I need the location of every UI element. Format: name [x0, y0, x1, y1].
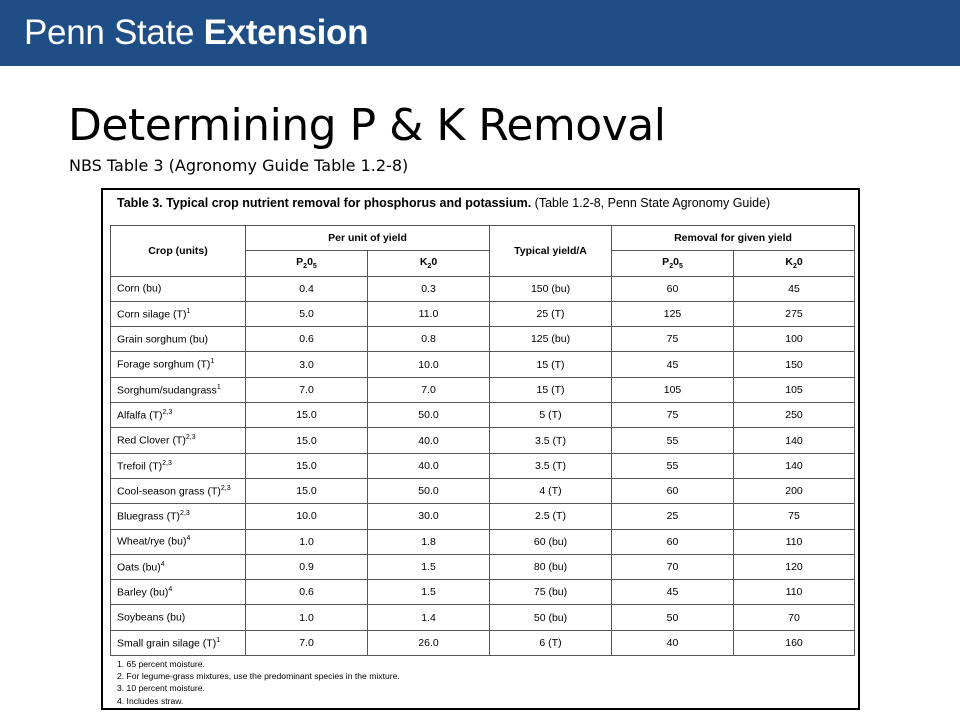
penn-state-extension-logo	[24, 13, 368, 53]
k2o-removal-cell: 275	[734, 301, 855, 326]
typical-yield-cell: 4 (T)	[490, 478, 612, 503]
crop-cell: Oats (bu)$^4$	[111, 554, 246, 579]
table-caption-bold: Table 3. Typical crop nutrient removal for phosphorus and potassium.	[117, 196, 532, 210]
k2o-per-unit-cell: 1.5	[368, 554, 490, 579]
table-figure	[101, 188, 860, 710]
p2o5-per-unit-cell: 5.0	[246, 301, 368, 326]
k2o-per-unit-cell: 40.0	[368, 428, 490, 453]
p2o5-per-unit-cell: 15.0	[246, 453, 368, 478]
p2o5-removal-cell: 60	[612, 478, 734, 503]
p2o5-removal-cell: 45	[612, 352, 734, 377]
table-caption	[117, 196, 770, 210]
table-footnotes	[117, 658, 400, 707]
p2o5-removal-cell: 70	[612, 554, 734, 579]
typical-yield-cell: 75 (bu)	[490, 580, 612, 605]
table-row	[111, 453, 855, 478]
footnote-2: 2. For legume-grass mixtures, use the predominant species in the mixture.	[117, 671, 400, 682]
slide-title: Determining P & K Removal	[68, 100, 666, 151]
table-row	[111, 428, 855, 453]
p2o5-per-unit-cell: 10.0	[246, 504, 368, 529]
header-per-unit: Per unit of yield	[246, 226, 490, 251]
footnote-3: 3. 10 percent moisture.	[117, 683, 205, 694]
header-removal: Removal for given yield	[612, 226, 855, 251]
typical-yield-cell: 15 (T)	[490, 377, 612, 402]
typical-yield-cell: 25 (T)	[490, 301, 612, 326]
k2o-per-unit-cell: 7.0	[368, 377, 490, 402]
p2o5-removal-cell: 50	[612, 605, 734, 630]
crop-cell: Corn (bu)	[111, 276, 246, 301]
p2o5-per-unit-cell: 15.0	[246, 428, 368, 453]
typical-yield-cell: 5 (T)	[490, 403, 612, 428]
logo-text-extension: Extension	[203, 13, 369, 52]
p2o5-removal-cell: 25	[612, 504, 734, 529]
crop-cell: Small grain silage $(T)^1$	[111, 630, 246, 655]
p2o5-removal-cell: 60	[612, 276, 734, 301]
p2o5-removal-cell: 60	[612, 529, 734, 554]
p2o5-per-unit-cell: 0.9	[246, 554, 368, 579]
slide-subtitle: NBS Table 3 (Agronomy Guide Table 1.2-8)	[69, 156, 409, 175]
table-row	[111, 554, 855, 579]
k2o-per-unit-cell: 30.0	[368, 504, 490, 529]
nutrient-removal-table	[110, 225, 855, 656]
k2o-per-unit-cell: 50.0	[368, 403, 490, 428]
k2o-per-unit-cell: 1.5	[368, 580, 490, 605]
crop-cell: Cool-season grass $(T)^{2,3}$	[111, 478, 246, 503]
table-header-row-1	[111, 226, 855, 251]
k2o-per-unit-cell: 40.0	[368, 453, 490, 478]
header-k2o: $K_20$	[368, 251, 490, 276]
p2o5-removal-cell: 75	[612, 327, 734, 352]
p2o5-removal-cell: 75	[612, 403, 734, 428]
k2o-removal-cell: 160	[734, 630, 855, 655]
typical-yield-cell: 2.5 (T)	[490, 504, 612, 529]
crop-cell: Bluegrass $(T)^{2,3}$	[111, 504, 246, 529]
footnote-4: 4. Includes straw.	[117, 695, 184, 706]
crop-cell: Soybeans (bu)	[111, 605, 246, 630]
k2o-per-unit-cell: 11.0	[368, 301, 490, 326]
k2o-removal-cell: 105	[734, 377, 855, 402]
typical-yield-cell: 3.5 (T)	[490, 428, 612, 453]
p2o5-removal-cell: 55	[612, 428, 734, 453]
crop-cell: Barley (bu)$^4$	[111, 580, 246, 605]
header-p2o5: $P_20_5$	[246, 251, 368, 276]
typical-yield-cell: 125 (bu)	[490, 327, 612, 352]
crop-cell: Grain sorghum (bu)	[111, 327, 246, 352]
table-row	[111, 327, 855, 352]
k2o-removal-cell: 70	[734, 605, 855, 630]
k2o-per-unit-cell: 1.8	[368, 529, 490, 554]
p2o5-per-unit-cell: 7.0	[246, 377, 368, 402]
p2o5-removal-cell: 40	[612, 630, 734, 655]
table-row	[111, 504, 855, 529]
footnote-1: 1. 65 percent moisture.	[117, 659, 205, 669]
table-row	[111, 276, 855, 301]
p2o5-per-unit-cell: 15.0	[246, 403, 368, 428]
p2o5-per-unit-cell: 15.0	[246, 478, 368, 503]
typical-yield-cell: 15 (T)	[490, 352, 612, 377]
header-bar	[0, 0, 960, 66]
typical-yield-cell: 3.5 (T)	[490, 453, 612, 478]
k2o-removal-cell: 45	[734, 276, 855, 301]
typical-yield-cell: 150 (bu)	[490, 276, 612, 301]
p2o5-per-unit-cell: 0.6	[246, 580, 368, 605]
crop-cell: Red Clover $(T)^{2,3}$	[111, 428, 246, 453]
crop-cell: Alfalfa $(T)^{2,3}$	[111, 403, 246, 428]
table-row	[111, 580, 855, 605]
p2o5-removal-cell: 125	[612, 301, 734, 326]
k2o-per-unit-cell: 10.0	[368, 352, 490, 377]
k2o-per-unit-cell: 50.0	[368, 478, 490, 503]
p2o5-per-unit-cell: 0.4	[246, 276, 368, 301]
table-row	[111, 478, 855, 503]
p2o5-removal-cell: 105	[612, 377, 734, 402]
table-row	[111, 352, 855, 377]
k2o-per-unit-cell: 0.3	[368, 276, 490, 301]
crop-cell: Wheat/rye (bu)$^4$	[111, 529, 246, 554]
k2o-removal-cell: 110	[734, 580, 855, 605]
k2o-removal-cell: 110	[734, 529, 855, 554]
table-row	[111, 301, 855, 326]
k2o-per-unit-cell: 0.8	[368, 327, 490, 352]
p2o5-per-unit-cell: 1.0	[246, 529, 368, 554]
p2o5-per-unit-cell: 1.0	[246, 605, 368, 630]
k2o-removal-cell: 100	[734, 327, 855, 352]
logo-text-penn-state: Penn State	[24, 13, 195, 52]
header-typical-yield: Typical yield/A	[490, 226, 612, 277]
k2o-removal-cell: 250	[734, 403, 855, 428]
table-row	[111, 529, 855, 554]
header-crop: Crop (units)	[111, 226, 246, 277]
k2o-removal-cell: 140	[734, 428, 855, 453]
crop-cell: Forage sorghum $(T)^1$	[111, 352, 246, 377]
p2o5-per-unit-cell: 0.6	[246, 327, 368, 352]
header-removal-k2o: $K_20$	[734, 251, 855, 276]
typical-yield-cell: 6 (T)	[490, 630, 612, 655]
table-row	[111, 630, 855, 655]
table-row	[111, 605, 855, 630]
typical-yield-cell: 50 (bu)	[490, 605, 612, 630]
k2o-per-unit-cell: 1.4	[368, 605, 490, 630]
crop-cell: Sorghum/sudangrass$^1$	[111, 377, 246, 402]
p2o5-removal-cell: 55	[612, 453, 734, 478]
p2o5-per-unit-cell: 3.0	[246, 352, 368, 377]
table-row	[111, 403, 855, 428]
k2o-removal-cell: 200	[734, 478, 855, 503]
k2o-removal-cell: 75	[734, 504, 855, 529]
p2o5-removal-cell: 45	[612, 580, 734, 605]
typical-yield-cell: 60 (bu)	[490, 529, 612, 554]
k2o-removal-cell: 150	[734, 352, 855, 377]
k2o-removal-cell: 140	[734, 453, 855, 478]
crop-cell: Trefoil $(T)^{2,3}$	[111, 453, 246, 478]
crop-cell: Corn silage $(T)^1$	[111, 301, 246, 326]
table-caption-source: (Table 1.2-8, Penn State Agronomy Guide)	[534, 196, 771, 210]
header-removal-p2o5: $P_20_5$	[612, 251, 734, 276]
table-row	[111, 377, 855, 402]
p2o5-per-unit-cell: 7.0	[246, 630, 368, 655]
typical-yield-cell: 80 (bu)	[490, 554, 612, 579]
k2o-per-unit-cell: 26.0	[368, 630, 490, 655]
k2o-removal-cell: 120	[734, 554, 855, 579]
